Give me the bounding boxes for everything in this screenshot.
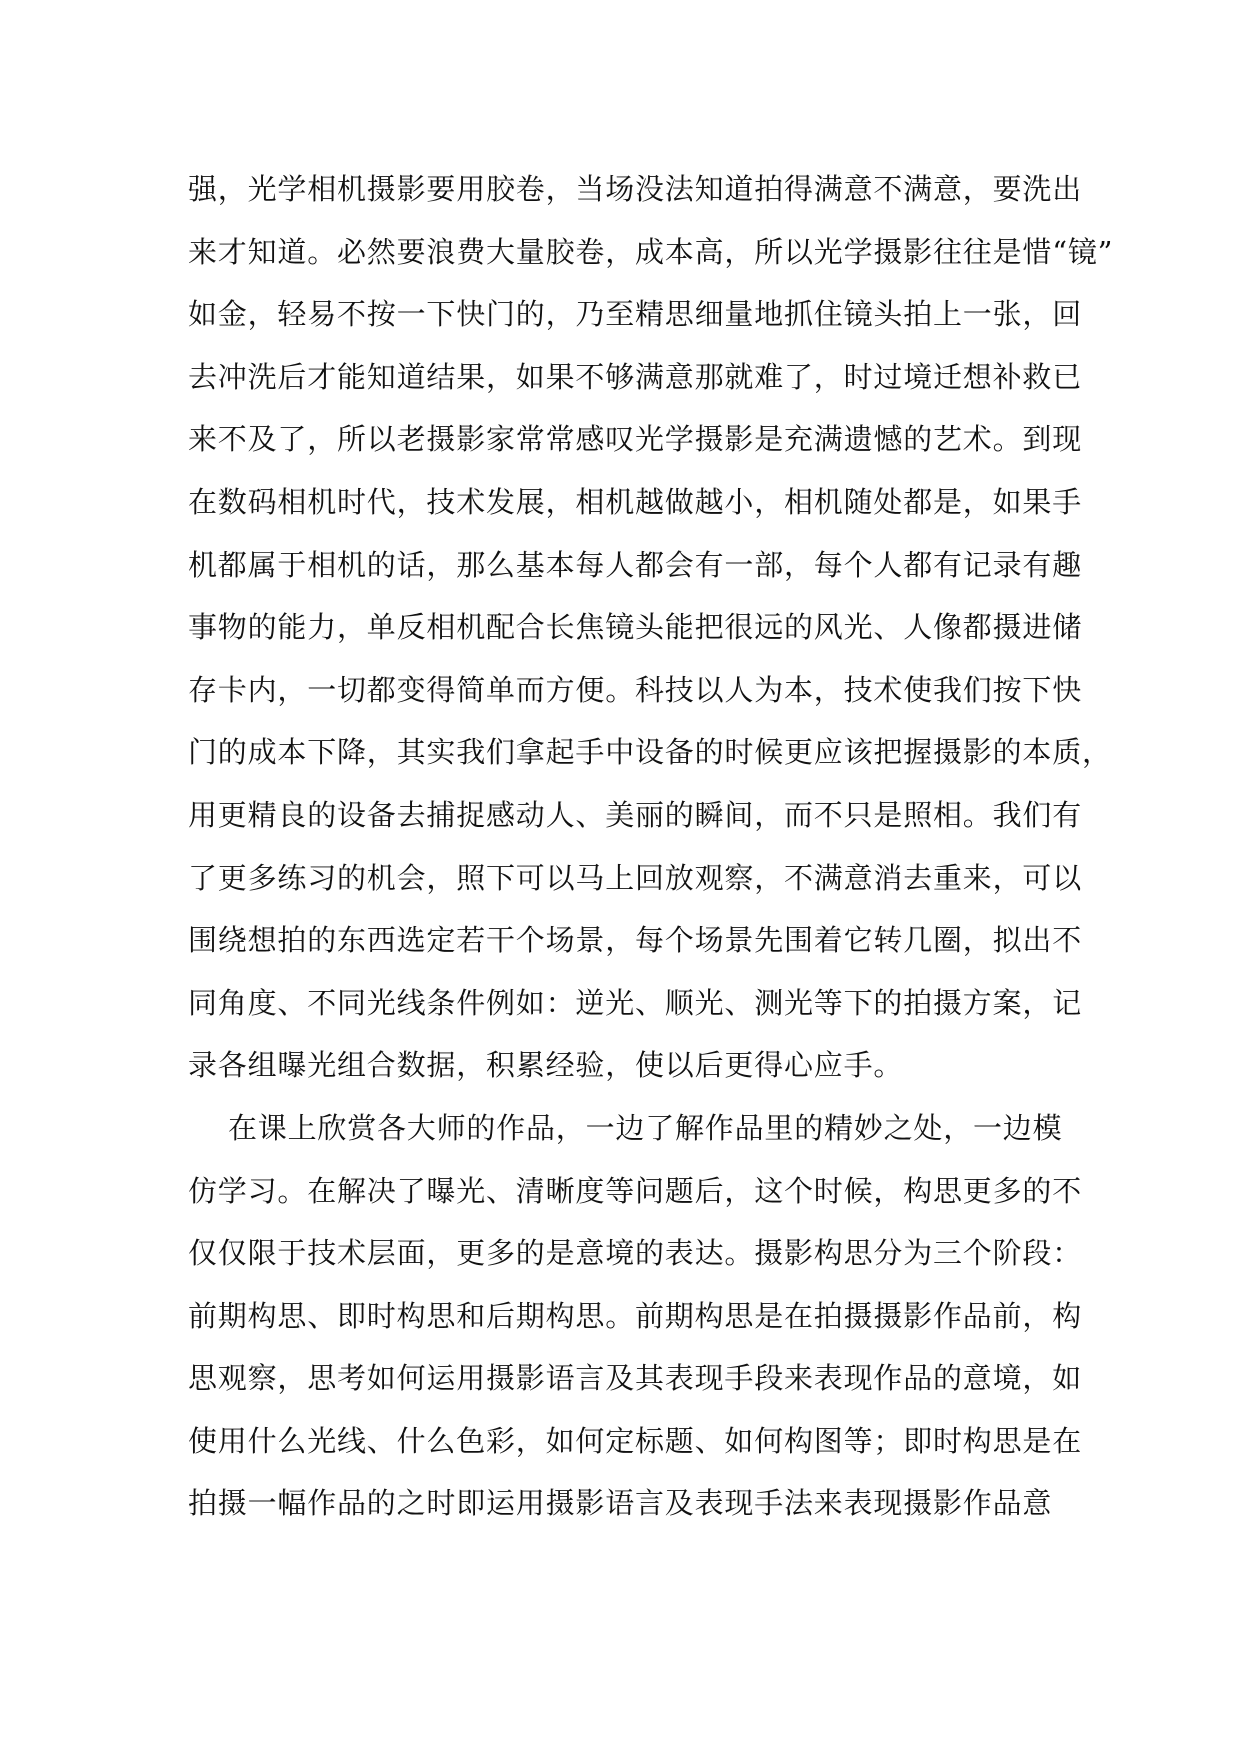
text-line: 强，光学相机摄影要用胶卷，当场没法知道拍得满意不满意，要洗出 [188,172,1083,206]
text-line: 仿学习。在解决了曝光、清晰度等问题后，这个时候，构思更多的不 [188,1173,1083,1208]
text-line: 了更多练习的机会，照下可以马上回放观察，不满意消去重来，可以 [188,860,1083,895]
text-line: 来不及了，所以老摄影家常常感叹光学摄影是充满遗憾的艺术。到现 [188,422,1083,457]
text-line: 存卡内，一切都变得简单而方便。科技以人为本，技术使我们按下快 [188,672,1083,707]
text-line: 在数码相机时代，技术发展，相机越做越小，相机随处都是，如果手 [188,484,1083,519]
text-line: 事物的能力，单反相机配合长焦镜头能把很远的风光、人像都摄进储 [188,610,1083,645]
text-line: 门的成本下降，其实我们拿起手中设备的时候更应该把握摄影的本质， [188,735,1112,770]
text-line: 思观察，思考如何运用摄影语言及其表现手段来表现作品的意境，如 [188,1361,1083,1396]
body-text [188,158,1114,1535]
text-line: 使用什么光线、什么色彩，如何定标题、如何构图等；即时构思是在 [188,1423,1083,1458]
text-line: 用更精良的设备去捕捉感动人、美丽的瞬间，而不只是照相。我们有 [188,797,1083,832]
text-line: 录各组曝光组合数据，积累经验，使以后更得心应手。 [188,1048,904,1083]
paragraph-2 [188,1097,1083,1535]
text-line: 去冲洗后才能知道结果，如果不够满意那就难了，时过境迁想补救已 [188,359,1083,394]
text-line: 围绕想拍的东西选定若干个场景，每个场景先围着它转几圈，拟出不 [188,923,1083,958]
text-line: 前期构思、即时构思和后期构思。前期构思是在拍摄摄影作品前，构 [188,1298,1083,1333]
paragraph-1 [188,158,1114,1097]
text-line: 如金，轻易不按一下快门的，乃至精思细量地抓住镜头拍上一张，回 [188,297,1083,332]
text-line: 来才知道。必然要浪费大量胶卷，成本高，所以光学摄影往往是惜“镜” [188,234,1114,269]
text-line: 在课上欣赏各大师的作品，一边了解作品里的精妙之处，一边模 [228,1110,1063,1145]
text-line: 同角度、不同光线条件例如：逆光、顺光、测光等下的拍摄方案，记 [188,985,1083,1020]
text-line: 机都属于相机的话，那么基本每人都会有一部，每个人都有记录有趣 [188,547,1083,582]
text-line: 仅仅限于技术层面，更多的是意境的表达。摄影构思分为三个阶段： [188,1236,1083,1271]
text-line: 拍摄一幅作品的之时即运用摄影语言及表现手法来表现摄影作品意 [188,1486,1053,1521]
